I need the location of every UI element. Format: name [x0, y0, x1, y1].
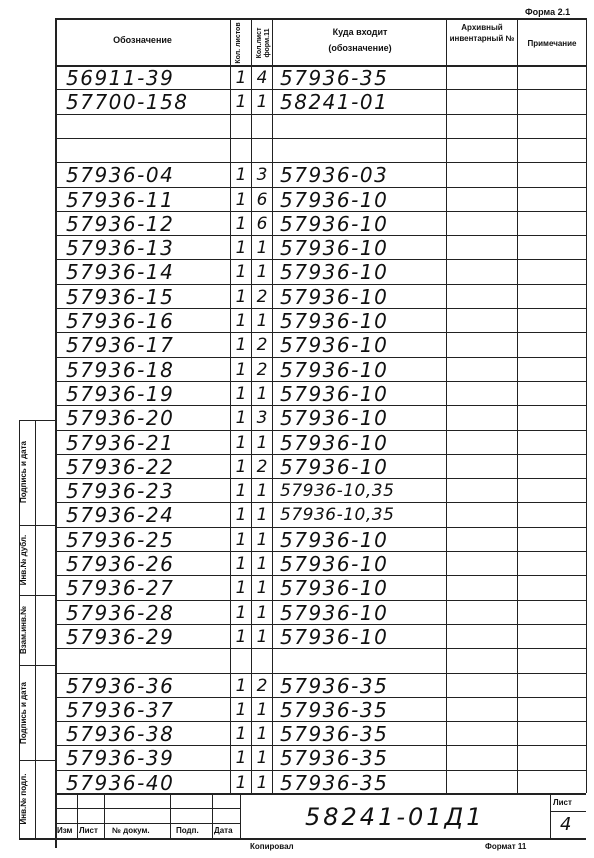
- cell-designation: 57936-18: [66, 357, 175, 382]
- cell-where-used: 57936-10: [280, 576, 389, 601]
- cell-qty-sheets: 1: [235, 724, 247, 745]
- cell-qty-sheets: 1: [235, 481, 247, 502]
- cell-designation: 57936-14: [66, 260, 175, 285]
- cell-designation: 57936-26: [66, 552, 175, 576]
- cell-qty-sheets: 1: [235, 359, 247, 380]
- cell-where-used: 57936-10: [280, 527, 389, 552]
- cell-qty-form11: 1: [256, 238, 268, 259]
- cell-designation: 57936-37: [66, 697, 175, 722]
- cell-qty-sheets: 1: [235, 626, 247, 647]
- cell-designation: 57936-20: [66, 406, 175, 431]
- tb-col-label-change: Изм: [57, 826, 73, 835]
- cell-designation: 57936-19: [66, 381, 175, 406]
- cell-where-used: 57936-10: [280, 406, 389, 431]
- cell-where-used: 57936-03: [280, 163, 389, 188]
- document-number: 58241-01Д1: [305, 803, 485, 831]
- cell-qty-sheets: 1: [235, 432, 247, 453]
- tb-sep-sheet: [550, 793, 551, 838]
- cell-qty-sheets: 1: [235, 408, 247, 429]
- cell-where-used: 57936-10: [280, 260, 389, 285]
- strip-top: [19, 420, 55, 421]
- cell-qty-form11: 4: [256, 68, 268, 88]
- header-note: Примечание: [527, 39, 577, 48]
- cell-designation: 57936-17: [66, 333, 175, 358]
- tb-col-2: [104, 793, 105, 838]
- cell-where-used: 57936-10: [280, 357, 389, 382]
- cell-designation: 57936-38: [66, 722, 175, 747]
- cell-qty-form11: 6: [256, 189, 268, 210]
- footer-format: Формат 11: [485, 842, 527, 851]
- cell-qty-sheets: 1: [235, 748, 247, 769]
- tb-col-label-sign: Подп.: [176, 826, 199, 835]
- header-designation: Обозначение: [113, 35, 172, 45]
- side-label-sign-date-2: Подпись и дата: [19, 682, 28, 744]
- sheet-label: Лист: [553, 798, 572, 807]
- cell-qty-sheets: 1: [235, 554, 247, 574]
- cell-qty-form11: 1: [256, 311, 268, 331]
- cell-qty-sheets: 1: [235, 772, 247, 793]
- cell-qty-form11: 1: [256, 505, 268, 526]
- cell-qty-sheets: 1: [235, 335, 247, 356]
- cell-qty-form11: 1: [256, 699, 268, 720]
- side-label-repl-inv: Взам.инв.№: [19, 605, 28, 655]
- cell-qty-sheets: 1: [235, 165, 247, 186]
- frame-bottom: [19, 838, 586, 840]
- cell-where-used: 57936-10: [280, 187, 389, 212]
- cell-designation: 57936-36: [66, 673, 175, 698]
- cell-qty-sheets: 1: [235, 699, 247, 720]
- cell-designation: 57936-16: [66, 309, 175, 333]
- cell-qty-form11: 2: [256, 675, 268, 696]
- cell-qty-form11: 1: [256, 262, 268, 283]
- cell-where-used: 57936-35: [280, 673, 389, 698]
- frame-top: [55, 18, 586, 20]
- cell-qty-form11: 2: [256, 286, 268, 307]
- cell-where-used: 57936-10: [280, 381, 389, 406]
- cell-designation: 57936-27: [66, 576, 175, 601]
- tb-col-1: [77, 793, 78, 838]
- cell-where-used: 57936-10: [280, 600, 389, 625]
- cell-designation: 57936-13: [66, 236, 175, 261]
- cell-designation: 57936-24: [66, 503, 175, 528]
- tb-sheet-divider: [550, 811, 586, 812]
- cell-where-used: 57936-10: [280, 236, 389, 261]
- tb-col-3: [170, 793, 171, 838]
- cell-qty-sheets: 1: [235, 68, 247, 88]
- sheet-number: 4: [560, 814, 573, 835]
- cell-designation: 57936-25: [66, 527, 175, 552]
- cell-designation: 57936-21: [66, 430, 175, 455]
- cell-qty-form11: 1: [256, 602, 268, 623]
- header-where-used: Куда входит (обозначение): [328, 27, 392, 53]
- cell-qty-sheets: 1: [235, 189, 247, 210]
- form-label: Форма 2.1: [525, 7, 571, 17]
- cell-qty-sheets: 1: [235, 286, 247, 307]
- cell-where-used: 57936-10: [280, 211, 389, 236]
- cell-designation: 57936-11: [66, 187, 175, 212]
- cell-qty-form11: 2: [256, 456, 268, 477]
- cell-qty-form11: 2: [256, 359, 268, 380]
- cell-qty-form11: 1: [256, 554, 268, 574]
- cell-where-used: 57936-35: [280, 722, 389, 747]
- cell-where-used: 57936-10,35: [280, 505, 395, 526]
- tb-col-label-date: Дата: [214, 826, 233, 835]
- cell-designation: 57936-22: [66, 454, 175, 479]
- cell-where-used: 58241-01: [280, 90, 389, 115]
- cell-where-used: 57936-10: [280, 552, 389, 576]
- tb-sep-main: [240, 793, 241, 838]
- side-label-dup-inv: Инв.№ дубл.: [19, 534, 28, 586]
- cell-qty-form11: 2: [256, 335, 268, 356]
- cell-where-used: 57936-10: [280, 454, 389, 479]
- side-label-orig-inv: Инв.№ подл.: [19, 773, 28, 825]
- cell-qty-sheets: 1: [235, 675, 247, 696]
- cell-where-used: 57936-10: [280, 624, 389, 649]
- cell-qty-form11: 1: [256, 92, 268, 113]
- cell-qty-form11: 1: [256, 724, 268, 745]
- tb-col-label-docnum: № докум.: [112, 826, 150, 835]
- cell-qty-form11: 1: [256, 626, 268, 647]
- cell-where-used: 57936-10: [280, 309, 389, 333]
- cell-qty-form11: 3: [256, 165, 268, 186]
- cell-where-used: 57936-35: [280, 697, 389, 722]
- cell-qty-sheets: 1: [235, 238, 247, 259]
- header-archive: Архивный инвентарный №: [449, 23, 515, 43]
- cell-qty-sheets: 1: [235, 505, 247, 526]
- cell-qty-sheets: 1: [235, 383, 247, 404]
- header-qty-form11: Кол.лист форм.11: [256, 27, 271, 59]
- cell-where-used: 57936-10: [280, 333, 389, 358]
- cell-qty-sheets: 1: [235, 602, 247, 623]
- row-line: [55, 138, 586, 139]
- tb-col-label-sheet: Лист: [79, 826, 98, 835]
- cell-qty-form11: 1: [256, 383, 268, 404]
- strip-inner: [35, 420, 36, 838]
- cell-qty-form11: 3: [256, 408, 268, 429]
- cell-qty-sheets: 1: [235, 92, 247, 113]
- cell-qty-sheets: 1: [235, 456, 247, 477]
- cell-designation: 57936-12: [66, 211, 175, 236]
- frame-right: [586, 18, 587, 793]
- cell-qty-form11: 1: [256, 529, 268, 550]
- cell-designation: 57700-158: [66, 90, 189, 115]
- cell-qty-sheets: 1: [235, 213, 247, 234]
- cell-qty-form11: 1: [256, 481, 268, 502]
- titleblock-top: [55, 793, 586, 795]
- cell-qty-form11: 6: [256, 213, 268, 234]
- cell-designation: 57936-28: [66, 600, 175, 625]
- cell-qty-form11: 1: [256, 578, 268, 599]
- cell-qty-form11: 1: [256, 772, 268, 793]
- cell-designation: 57936-39: [66, 746, 175, 771]
- cell-designation: 57936-23: [66, 479, 175, 504]
- cell-qty-sheets: 1: [235, 578, 247, 599]
- cell-where-used: 57936-35: [280, 746, 389, 771]
- footer-copied: Копировал: [250, 842, 294, 851]
- cell-where-used: 57936-10: [280, 430, 389, 455]
- cell-qty-sheets: 1: [235, 311, 247, 331]
- cell-qty-form11: 1: [256, 748, 268, 769]
- cell-where-used: 57936-35: [280, 66, 389, 90]
- cell-designation: 56911-39: [66, 66, 175, 90]
- cell-designation: 57936-04: [66, 163, 175, 188]
- frame-left: [55, 18, 57, 848]
- cell-qty-form11: 1: [256, 432, 268, 453]
- cell-where-used: 57936-10: [280, 284, 389, 309]
- cell-qty-sheets: 1: [235, 529, 247, 550]
- side-label-sign-date-1: Подпись и дата: [19, 441, 28, 503]
- cell-designation: 57936-40: [66, 770, 175, 795]
- cell-where-used: 57936-35: [280, 770, 389, 795]
- header-qty-sheets: Кол. листов: [235, 22, 242, 64]
- cell-designation: 57936-15: [66, 284, 175, 309]
- cell-qty-sheets: 1: [235, 262, 247, 283]
- cell-designation: 57936-29: [66, 624, 175, 649]
- cell-where-used: 57936-10,35: [280, 481, 395, 502]
- tb-col-4: [212, 793, 213, 838]
